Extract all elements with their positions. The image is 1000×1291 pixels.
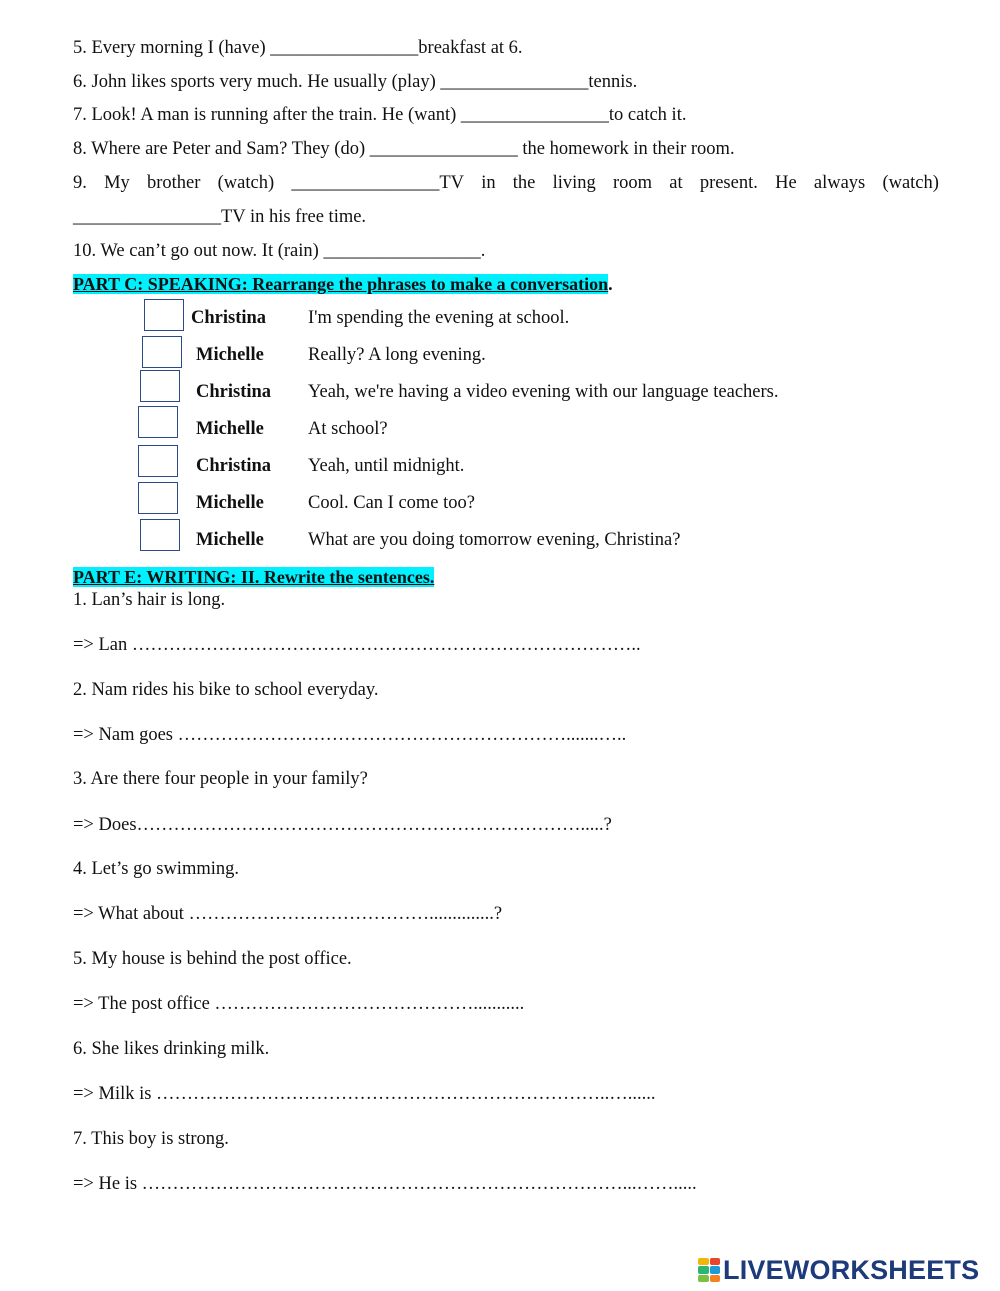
phrase-text-4: At school?	[308, 419, 388, 439]
speaker-name-1: Christina	[191, 308, 267, 328]
speaker-name-7: Michelle	[196, 530, 264, 550]
question-5: 5. Every morning I (have) ________________breakfast at 6.	[73, 38, 523, 58]
rewrite-sentence-1: 1. Lan’s hair is long.	[73, 590, 226, 610]
answer-blank-5[interactable]: ________________	[270, 38, 419, 58]
speaker-name-5: Christina	[196, 456, 272, 476]
rewrite-answer-3[interactable]: => Does……………………………………………………………….....?	[73, 815, 612, 835]
phrase-text-3: Yeah, we're having a video evening with our language teachers.	[308, 382, 779, 402]
order-box-2[interactable]	[142, 336, 182, 368]
answer-blank-9a[interactable]: ________________TV	[291, 173, 464, 193]
phrase-text-6: Cool. Can I come too?	[308, 493, 475, 513]
order-box-4[interactable]	[138, 406, 178, 438]
rewrite-sentence-3: 3. Are there four people in your family?	[73, 769, 368, 789]
rewrite-sentence-7: 7. This boy is strong.	[73, 1129, 229, 1149]
logo-text: LIVEWORKSHEETS	[723, 1254, 980, 1285]
part-e-heading: PART E: WRITING: II. Rewrite the sentences.	[73, 567, 435, 587]
speaker-name-4: Michelle	[196, 419, 264, 439]
answer-blank-9b[interactable]: ________________	[73, 207, 221, 227]
rewrite-sentence-5: 5. My house is behind the post office.	[73, 949, 352, 969]
order-box-7[interactable]	[140, 519, 180, 551]
phrase-text-5: Yeah, until midnight.	[308, 456, 465, 476]
question-7: 7. Look! A man is running after the train. He (want) ________________to catch it.	[73, 105, 687, 125]
rewrite-answer-6[interactable]: => Milk is ………………………………………………………………..…......	[73, 1084, 656, 1104]
order-box-1[interactable]	[144, 299, 184, 331]
rewrite-sentence-6: 6. She likes drinking milk.	[73, 1039, 270, 1059]
part-c-heading: PART C: SPEAKING: Rearrange the phrases to make a conversation.	[73, 274, 613, 294]
question-9-line-1: 9. My brother (watch) ________________TV in the living room at present. He always (watch)	[73, 173, 939, 193]
rewrite-answer-2[interactable]: => Nam goes ……………………………………………………….......…..	[73, 725, 627, 745]
rewrite-answer-7[interactable]: => He is ……………………………………………………………………...…….....	[73, 1174, 697, 1194]
rewrite-sentence-4: 4. Let’s go swimming.	[73, 859, 239, 879]
answer-blank-8[interactable]: ________________	[369, 139, 518, 159]
question-6: 6. John likes sports very much. He usually (play) ________________tennis.	[73, 72, 638, 92]
speaker-name-6: Michelle	[196, 493, 264, 513]
phrase-text-2: Really? A long evening.	[308, 345, 486, 365]
rewrite-answer-5[interactable]: => The post office ……………………………………...........	[73, 994, 525, 1014]
answer-blank-10[interactable]: _________________	[323, 241, 481, 261]
rewrite-answer-4[interactable]: => What about …………………………………..............?	[73, 904, 503, 924]
answer-blank-6[interactable]: ________________	[440, 72, 589, 92]
phrase-text-7: What are you doing tomorrow evening, Christina?	[308, 530, 681, 550]
question-10: 10. We can’t go out now. It (rain) _________________.	[73, 241, 486, 261]
speaker-name-2: Michelle	[196, 345, 264, 365]
question-8: 8. Where are Peter and Sam? They (do) ________________ the homework in their room.	[73, 139, 735, 159]
rewrite-answer-1[interactable]: => Lan ………………………………………………………………………..	[73, 635, 641, 655]
liveworksheets-logo	[698, 1256, 979, 1284]
phrase-text-1: I'm spending the evening at school.	[308, 308, 570, 328]
order-box-5[interactable]	[138, 445, 178, 477]
order-box-6[interactable]	[138, 482, 178, 514]
rewrite-sentence-2: 2. Nam rides his bike to school everyday.	[73, 680, 379, 700]
speaker-name-3: Christina	[196, 382, 272, 402]
question-9-line-2: ________________TV in his free time.	[73, 207, 367, 227]
answer-blank-7[interactable]: ________________	[460, 105, 609, 125]
logo-blocks-icon	[698, 1258, 720, 1282]
order-box-3[interactable]	[140, 370, 180, 402]
